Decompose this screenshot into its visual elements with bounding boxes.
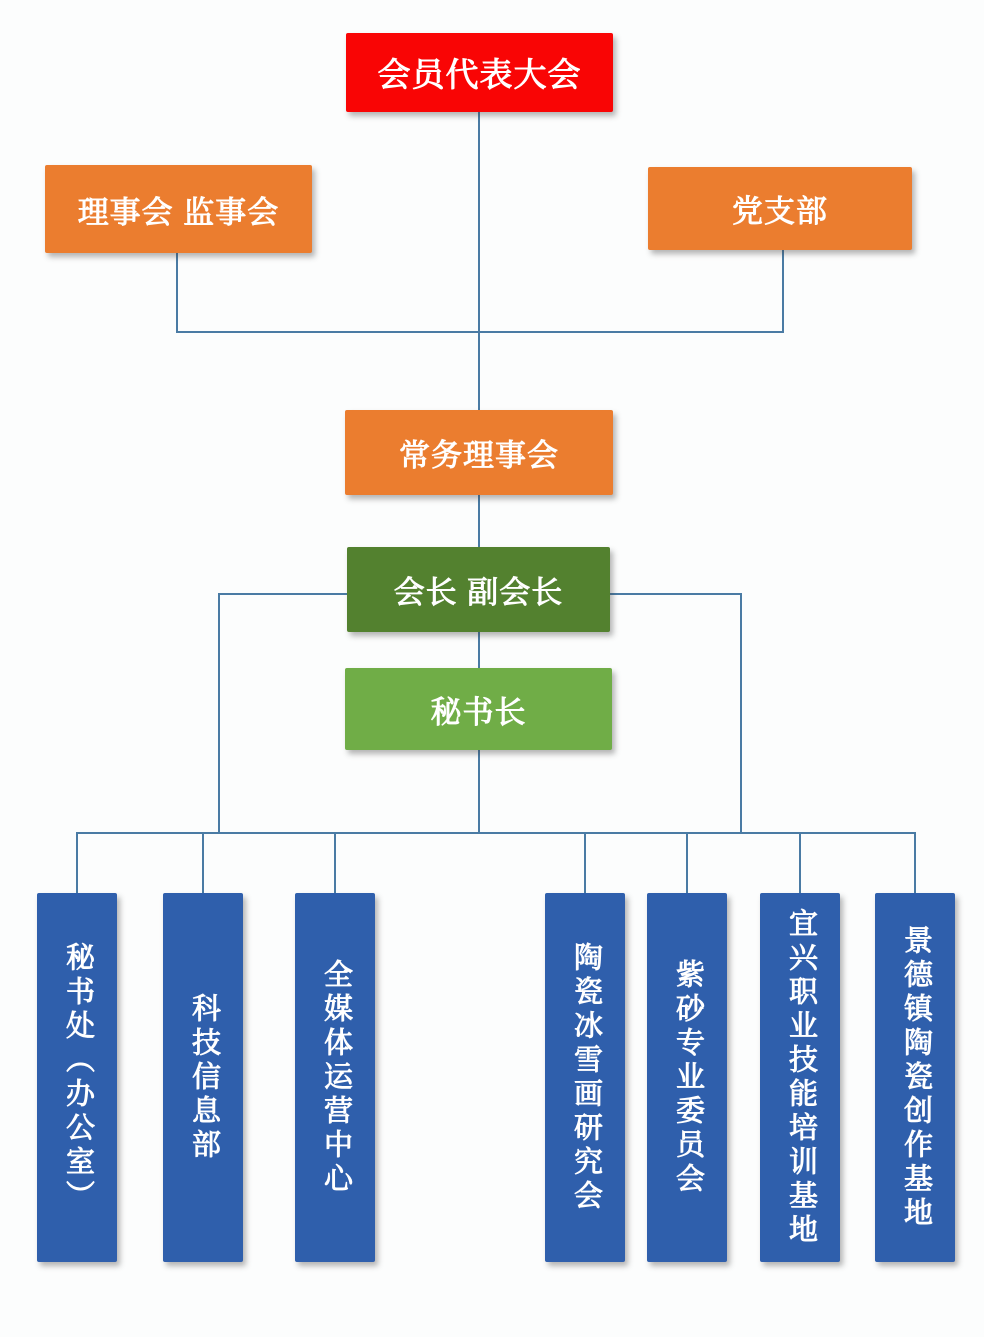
node-party-branch — [648, 167, 912, 250]
connector-president-secretary — [478, 632, 480, 668]
connector-stub-dept-4 — [584, 832, 586, 893]
node-member-assembly-label: 会员代表大会 — [377, 56, 582, 93]
connector-stub-dept-7 — [914, 832, 916, 893]
node-dept-ceramic-ice-snow-painting-label: 陶瓷冰雪画研究会 — [569, 941, 602, 1214]
connector-stub-dept-1 — [76, 832, 78, 893]
node-president-label: 会长 副会长 — [393, 575, 564, 610]
node-party-branch-label: 党支部 — [732, 194, 828, 229]
node-secretary-general-label: 秘书长 — [430, 694, 527, 730]
node-dept-jingdezhen-ceramic-creation-base — [875, 893, 955, 1262]
node-secretary-general — [345, 668, 612, 750]
connector-president-right-arm — [609, 593, 741, 595]
connector-president-left-arm — [218, 593, 348, 595]
node-dept-ceramic-ice-snow-painting — [545, 893, 625, 1262]
node-president-vice-president — [347, 547, 610, 632]
connector-stub-dept-3 — [334, 832, 336, 893]
connector-top-horizontal — [176, 331, 784, 333]
node-dept-secretariat-office — [37, 893, 117, 1262]
connector-council-drop — [176, 253, 178, 333]
node-council-supervisory — [45, 165, 312, 253]
connector-assembly-trunk — [478, 112, 480, 410]
node-standing-council-label: 常务理事会 — [399, 438, 559, 473]
node-dept-sci-tech-information-label: 科技信息部 — [187, 992, 220, 1163]
connector-stub-dept-6 — [799, 832, 801, 893]
connector-right-drop — [740, 593, 742, 834]
node-dept-omnimedia-operation-center-label: 全媒体运营中心 — [319, 958, 352, 1197]
node-dept-zisha-professional-committee-label: 紫砂专业委员会 — [671, 958, 704, 1197]
node-dept-yixing-vocational-training-base — [760, 893, 840, 1262]
node-dept-zisha-professional-committee — [647, 893, 727, 1262]
node-council-supervisory-label: 理事会 监事会 — [77, 194, 280, 230]
node-member-assembly — [346, 33, 613, 112]
node-dept-jingdezhen-ceramic-creation-base-label: 景德镇陶瓷创作基地 — [899, 924, 932, 1231]
node-dept-yixing-vocational-training-base-label: 宜兴职业技能培训基地 — [784, 907, 817, 1248]
connector-secretary-drop — [478, 750, 480, 834]
connector-standing-president — [478, 495, 480, 547]
node-dept-omnimedia-operation-center — [295, 893, 375, 1262]
node-dept-secretariat-office-label: 秘书处（办公室） — [61, 941, 94, 1214]
connector-stub-dept-5 — [686, 832, 688, 893]
connector-stub-dept-2 — [202, 832, 204, 893]
node-dept-sci-tech-information — [163, 893, 243, 1262]
connector-left-drop — [218, 593, 220, 834]
node-standing-council — [345, 410, 613, 495]
connector-party-drop — [782, 250, 784, 333]
